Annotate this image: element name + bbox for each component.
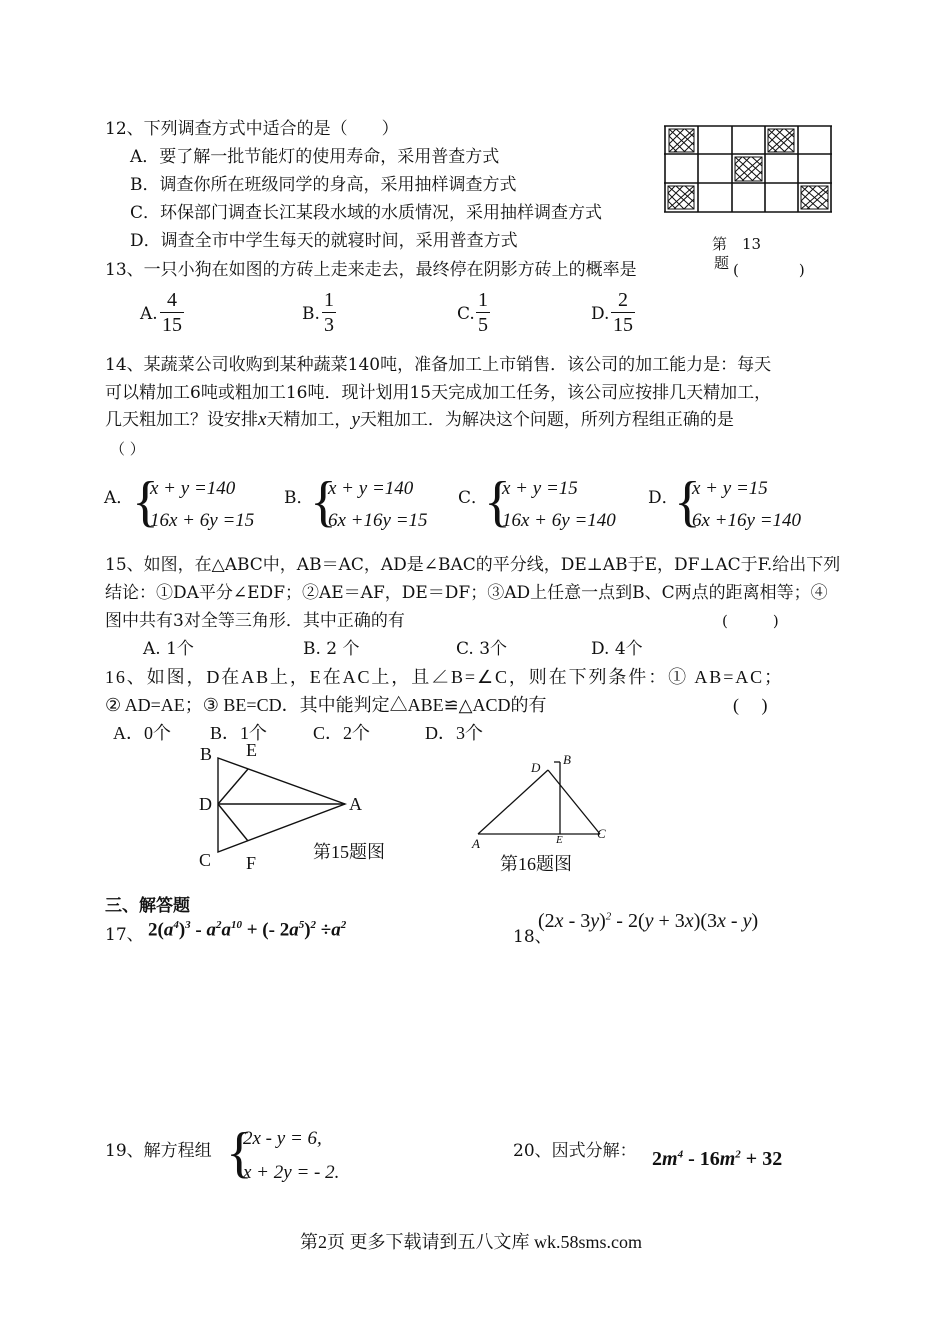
- q13-option-b-denominator: 3: [324, 314, 334, 336]
- q14-option-a-brace: {: [132, 471, 159, 533]
- q14-line2: 可以精加工6吨或粗加工16吨．现计划用15天完成加工任务，该公司应按排几天精加工，: [105, 383, 772, 403]
- q15-line3: 图中共有3对全等三角形．其中正确的有: [105, 611, 405, 631]
- q14-option-b-brace: {: [310, 471, 337, 533]
- q15-option-b: B. 2 个: [303, 639, 360, 659]
- q14-option-b-label: B．: [284, 488, 314, 508]
- q19-eq2: x + 2y = - 2.: [243, 1162, 340, 1183]
- q14-option-d-eq1: x + y =15: [692, 478, 768, 499]
- q13-stem: 13、一只小狗在如图的方砖上走来走去，最终停在阴影方砖上的概率是: [105, 260, 637, 280]
- q16-line2: ② AD=AE；③ BE=CD．其中能判定△ABE≌△ACD的有: [105, 695, 547, 715]
- q14-line3-a: 几天粗加工？设安排: [105, 410, 258, 430]
- q13-option-a-numerator: 4: [167, 289, 177, 311]
- q13-paren: ( ): [733, 261, 805, 279]
- q14-line3-b: 天精加工，: [266, 410, 352, 430]
- fig15-label-d: D: [199, 794, 212, 814]
- q16-paren: ( ): [733, 695, 768, 715]
- fig15-label-b: B: [200, 744, 213, 764]
- fig16-label-c: C: [597, 826, 606, 841]
- q13-option-b-label: B.: [302, 304, 320, 324]
- q15-line2: 结论：①DA平分∠EDF；②AE＝AF，DE＝DF；③AD上任意一点到B、C两点的距离相等；④: [105, 583, 828, 603]
- q16-option-c: C．2个: [313, 723, 371, 743]
- q13-option-c-label: C.: [457, 304, 475, 324]
- q14-option-c-eq1: x + y =15: [502, 478, 578, 499]
- fig16-label-b: B: [563, 752, 571, 767]
- q20-expression: $2m^4 - 16m^2 + 32$: [652, 1148, 783, 1170]
- q13-option-b-fraction: [322, 288, 336, 337]
- q14-option-a-eq2: 16x + 6y =15: [150, 510, 255, 531]
- fig15-label-a: A: [349, 794, 362, 814]
- q16-option-a: A．0个: [113, 723, 171, 743]
- fig15-caption: 第15题图: [313, 842, 385, 862]
- q13-option-c-denominator: 5: [478, 314, 488, 336]
- q19-label: 19、解方程组: [105, 1141, 212, 1161]
- q14-option-d-label: D．: [648, 488, 679, 508]
- q14-option-a-label: A．: [104, 488, 134, 508]
- q13-option-d-denominator: 15: [613, 314, 633, 336]
- q13-option-d-label: D.: [591, 304, 610, 324]
- q16-line1: 16、如图，D在AB上，E在AC上，且∠B=∠C，则在下列条件：① AB=AC；: [105, 667, 784, 687]
- q15-option-d: D. 4个: [591, 639, 643, 659]
- q15-option-c: C. 3个: [456, 639, 508, 659]
- fig16-label-e: E: [556, 834, 563, 846]
- q16-option-b: B．1个: [210, 723, 268, 743]
- q14-line1: 14、某蔬菜公司收购到某种蔬菜140吨，准备加工上市销售．该公司的加工能力是：每天: [105, 355, 772, 375]
- q15-line1: 15、如图，在△ABC中，AB＝AC，AD是∠BAC的平分线，DE⊥AB于E，DF⊥AC于F.给出下列: [105, 555, 841, 575]
- q12-stem: 12、下列调查方式中适合的是（ ）: [105, 119, 399, 139]
- fig16-label-a: A: [472, 836, 480, 851]
- q19-brace: {: [226, 1122, 253, 1184]
- fig16-label-d: D: [531, 760, 541, 775]
- q13-option-c-numerator: 1: [478, 289, 488, 311]
- q14-option-c-label: C．: [458, 488, 489, 508]
- q13-option-d-fraction: [611, 288, 635, 337]
- q13-caption-top: 第 13: [712, 235, 762, 253]
- q15-option-a: A. 1个: [143, 639, 194, 659]
- q13-option-b-numerator: 1: [324, 289, 334, 311]
- q17-expression: $2(a^4)^3 - a^2a^{10}$ + (- $2a^5)^2 \div a^2$: [148, 919, 347, 941]
- q14-option-c-brace: {: [484, 471, 511, 533]
- q14-option-a-eq1: x + y =140: [150, 478, 236, 499]
- page-footer: 第2页 更多下载请到五八文库 wk.58sms.com: [300, 1232, 642, 1252]
- q14-option-b-eq1: x + y =140: [328, 478, 414, 499]
- q12-option-b: B．调查你所在班级同学的身高，采用抽样调查方式: [130, 175, 517, 195]
- q13-option-d-numerator: 2: [618, 289, 628, 311]
- q17-label: 17、: [105, 925, 144, 945]
- q13-caption-bottom: 题: [714, 254, 730, 272]
- q14-option-b-eq2: 6x +16y =15: [328, 510, 428, 531]
- q20-label: 20、因式分解：: [513, 1141, 637, 1161]
- fig15-label-e: E: [246, 740, 257, 760]
- q18-expression: (2x - 3y)$^2$ - 2(y + 3x)(3x - y): [538, 910, 759, 932]
- q14-var-y: y: [351, 409, 360, 430]
- q14-paren: （ ）: [110, 440, 145, 458]
- q12-option-c: C．环保部门调查长江某段水域的水质情况，采用抽样调查方式: [130, 203, 603, 223]
- q16-option-d: D．3个: [425, 723, 483, 743]
- q15-paren: ( ): [722, 612, 779, 630]
- q14-line3-c: 天粗加工．为解决这个问题，所列方程组正确的是: [359, 410, 734, 430]
- q19-eq1: 2x - y = 6,: [243, 1128, 322, 1149]
- q13-tile-grid: [664, 124, 832, 214]
- section-3-heading: 三、解答题: [105, 896, 190, 916]
- q14-option-d-eq2: 6x +16y =140: [692, 510, 802, 531]
- q13-option-a-label: A.: [140, 304, 158, 324]
- q13-option-a-denominator: 15: [162, 314, 182, 336]
- q14-option-c-eq2: 16x + 6y =140: [502, 510, 616, 531]
- q12-option-d: D．调查全市中学生每天的就寝时间，采用普查方式: [130, 231, 518, 251]
- q13-option-a-fraction: [160, 288, 184, 337]
- q14-line3: [105, 409, 734, 431]
- fig16-caption: 第16题图: [500, 854, 572, 874]
- q14-var-x: x: [258, 409, 267, 430]
- q14-option-d-brace: {: [674, 471, 701, 533]
- q13-option-c-fraction: [476, 288, 490, 337]
- fig15-label-c: C: [199, 850, 212, 870]
- fig15-label-f: F: [246, 853, 257, 873]
- q12-option-a: A．要了解一批节能灯的使用寿命，采用普查方式: [130, 147, 500, 167]
- q18-label: 18、: [513, 927, 552, 947]
